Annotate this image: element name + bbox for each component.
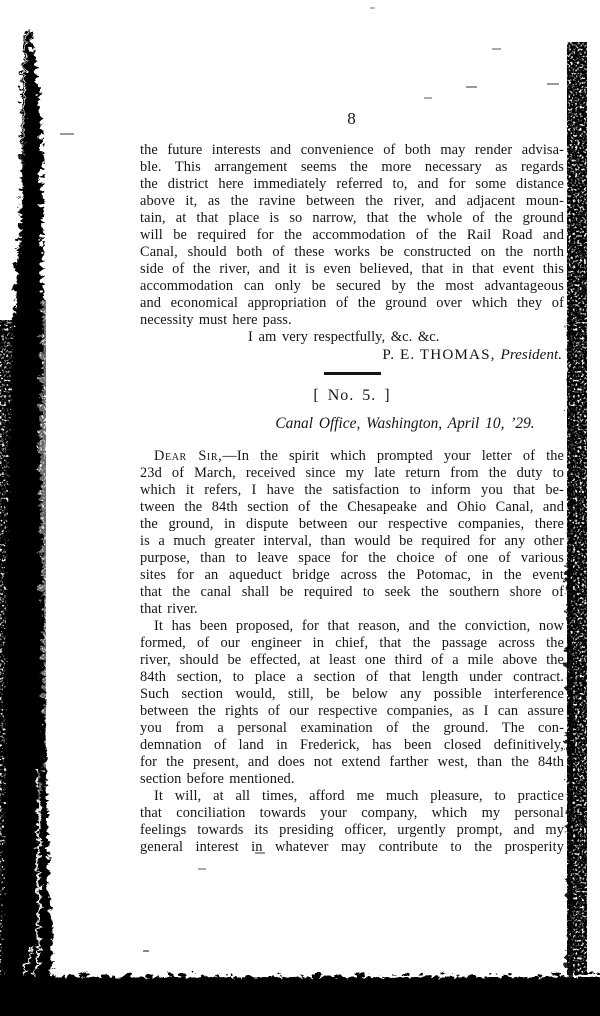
text-line: It will, at all times, afford me much pleasure, to practice bbox=[154, 788, 564, 804]
text-line: purpose, than to leave space for the choice of one of various bbox=[140, 550, 564, 566]
document-number-heading: [ No. 5. ] bbox=[313, 387, 391, 404]
salutation-line-rest: —In the spirit which prompted your letter of the bbox=[222, 448, 565, 464]
text-line: you from a personal examination of the ground. The con- bbox=[140, 720, 564, 736]
text-line: general interest in whatever may contribute to the prosperity bbox=[140, 839, 564, 855]
letter1-closing-line: I am very respectfully, &c. &c. bbox=[248, 329, 440, 345]
text-line: tain, at that place is so narrow, that the whole of the ground bbox=[140, 210, 564, 226]
text-line: between the rights of our respective companies, as I can assure bbox=[140, 703, 564, 719]
scan-speck bbox=[466, 86, 477, 88]
text-line: the ground, in dispute between our respective companies, there bbox=[140, 516, 564, 532]
page-number: 8 bbox=[347, 109, 357, 128]
text-line: tween the 84th section of the Chesapeake and Ohio Canal, and bbox=[140, 499, 564, 515]
scan-speck bbox=[492, 48, 501, 50]
letter1-body-paragraph bbox=[140, 142, 564, 329]
text-line: that conciliation towards your company, which my personal bbox=[140, 805, 564, 821]
text-line: side of the river, and it is even believed, that in that event this bbox=[140, 261, 564, 277]
text-line: ble. This arrangement seems the more necessary as regards bbox=[140, 159, 564, 175]
section-divider bbox=[324, 372, 381, 375]
scan-speck bbox=[143, 950, 149, 952]
text-line: demnation of land in Frederick, has been closed definitively, bbox=[140, 737, 564, 753]
text-line: 23d of March, received since my late return from the duty to bbox=[140, 465, 564, 481]
scan-speck bbox=[198, 868, 206, 870]
dateline: Canal Office, Washington, April 10, ’29. bbox=[275, 415, 535, 432]
scan-speck bbox=[424, 97, 432, 99]
text-line: that river. bbox=[140, 601, 198, 617]
text-line: Such section would, still, be below any possible interference bbox=[140, 686, 564, 702]
text-line: formed, of our engineer in chief, that the passage across the bbox=[140, 635, 564, 651]
text-line: that the canal shall be required to seek the southern shore of bbox=[140, 584, 564, 600]
binding-shadow-fringe bbox=[0, 300, 46, 980]
text-line: the district here immediately referred to, and for some distance bbox=[140, 176, 564, 192]
text-line: section before mentioned. bbox=[140, 771, 295, 787]
text-line: the future interests and convenience of both may render advisa- bbox=[140, 142, 564, 158]
text-line: sites for an aqueduct bridge across the Potomac, in the event bbox=[140, 567, 564, 583]
text-line: which it refers, I have the satisfaction to inform you that be- bbox=[140, 482, 564, 498]
letter2-paragraph-1 bbox=[140, 448, 564, 618]
letter2-paragraph-3 bbox=[140, 788, 564, 856]
salutation-line bbox=[140, 448, 564, 465]
text-column bbox=[140, 142, 564, 856]
page-edge-core-right bbox=[565, 300, 571, 974]
bottom-scan-band bbox=[0, 974, 600, 1016]
text-line: 84th section, to place a section of that length under contract. bbox=[140, 669, 564, 685]
letter2-paragraph-2 bbox=[140, 618, 564, 788]
scan-speck bbox=[547, 83, 559, 85]
text-line: for the present, and does not extend farther west, than the 84th bbox=[140, 754, 564, 770]
letter2-paragraph-1-lines bbox=[140, 465, 564, 618]
text-line: accommodation can only be secured by the most advantageous bbox=[140, 278, 564, 294]
scan-speck bbox=[370, 7, 375, 9]
scan-speck bbox=[60, 133, 74, 135]
salutation: Dear Sir, bbox=[154, 448, 223, 464]
text-line: Canal, should both of these works be constructed on the north bbox=[140, 244, 564, 260]
letter1-signature bbox=[140, 346, 564, 363]
text-line: and economical appropriation of the ground over which they of bbox=[140, 295, 564, 311]
text-line: will be required for the accommodation of the Rail Road and bbox=[140, 227, 564, 243]
text-line: above it, as the ravine between the river, and adjacent moun- bbox=[140, 193, 564, 209]
text-line: is a much greater interval, than would be required for any other bbox=[140, 533, 564, 549]
text-line: It has been proposed, for that reason, and the conviction, now bbox=[154, 618, 564, 634]
page-edge-shadow-right bbox=[567, 42, 587, 975]
text-line: necessity must here pass. bbox=[140, 312, 292, 328]
text-line: river, should be effected, at least one third of a mile above the bbox=[140, 652, 564, 668]
signature-name: P. E. THOMAS, bbox=[382, 346, 496, 363]
signature-title: President. bbox=[500, 346, 562, 363]
binding-shadow-left bbox=[0, 28, 60, 1016]
text-line: feelings towards its presiding officer, urgently prompt, and my bbox=[140, 822, 564, 838]
